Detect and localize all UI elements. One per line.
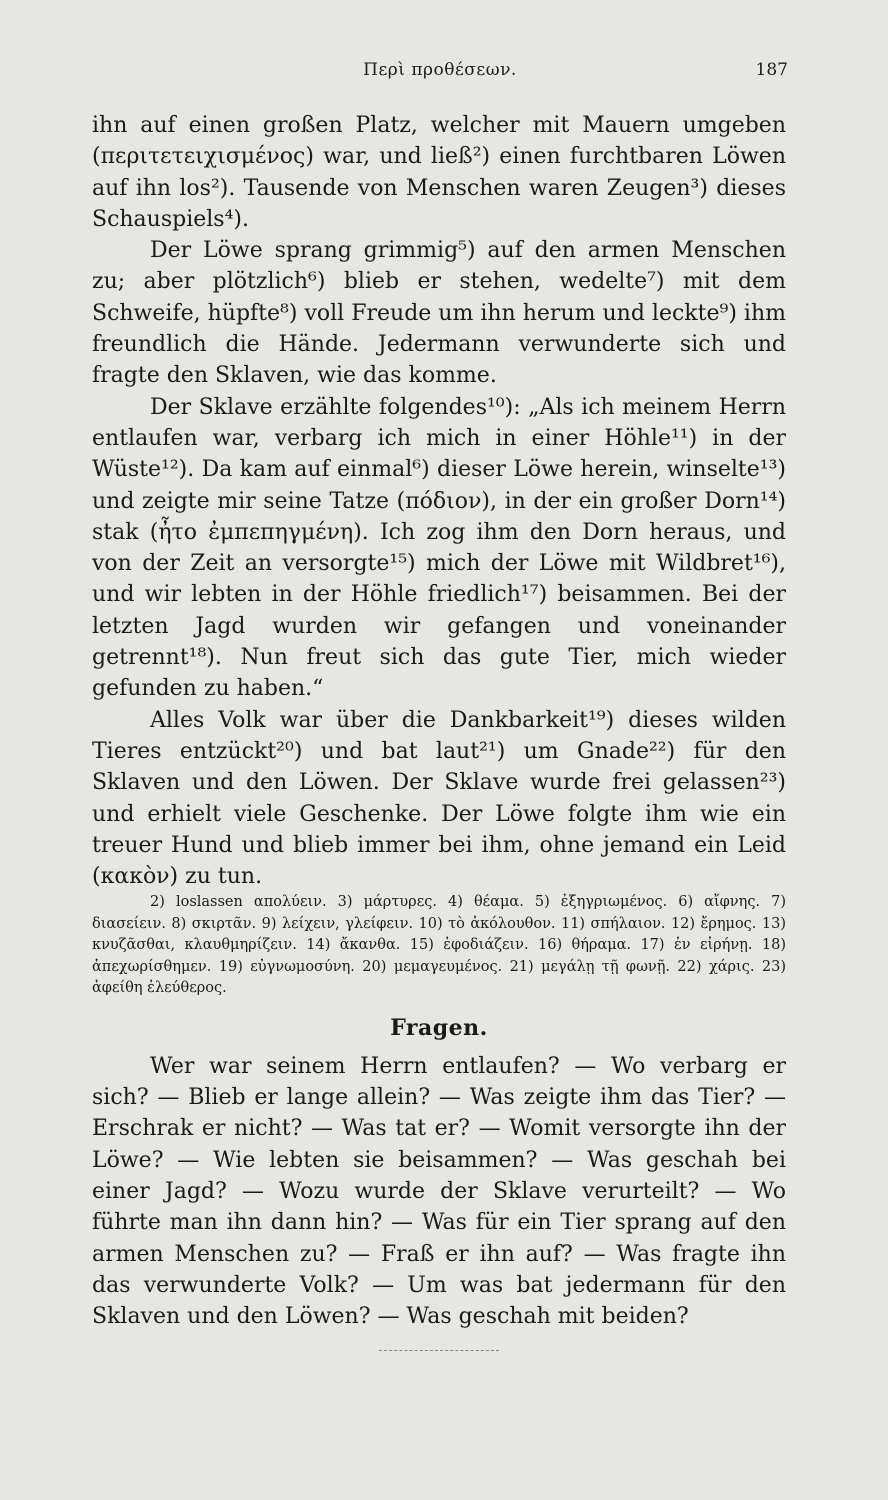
questions-title: Fragen. bbox=[390, 1015, 488, 1042]
main-text bbox=[92, 110, 786, 1351]
running-head: Περὶ προθέσεων. bbox=[363, 60, 517, 80]
paragraph-1: ihn auf einen großen Platz, welcher mit Mauern umgeben (περιτετειχισμένος) war, und ließ²) einen furchtbaren Löwen auf ihn los²). Tausende von Menschen waren Zeugen³) dieses Schauspiels⁴). bbox=[92, 113, 786, 232]
page-number: 187 bbox=[755, 60, 788, 80]
end-rule bbox=[379, 1350, 499, 1351]
page-header bbox=[92, 56, 788, 86]
paragraph-2: Der Löwe sprang grimmig⁵) auf den armen Menschen zu; aber plötzlich⁶) blieb er stehen, wedelte⁷) mit dem Schweife, hüpfte⁸) voll Freude um ihn herum und leckte⁹) ihm freundlich die Hände. Jedermann verwunderte sich und fragte den Sklaven, wie das komme. bbox=[92, 238, 786, 389]
questions-text: Wer war seinem Herrn entlaufen? — Wo verbarg er sich? — Blieb er lange allein? — Was zeigte ihm das Tier? — Erschrak er nicht? — Was tat er? — Womit versorgte ihn der Löwe? — Wie lebten sie beisammen? — Was geschah bei einer Jagd? — Wozu wurde der Sklave verurteilt? — Wo führte man ihn dann hin? — Was für ein Tier sprang auf den armen Menschen zu? — Fraß er ihn auf? — Was fragte ihn das verwunderte Volk? — Um was bat jedermann für den Sklaven und den Löwen? — Was geschah mit beiden? bbox=[92, 1053, 786, 1330]
paragraph-3: Der Sklave erzählte folgendes¹⁰): „Als ich meinem Herrn entlaufen war, verbarg ich mich in einer Höhle¹¹) in der Wüste¹²). Da kam auf einmal⁶) dieser Löwe herein, winselte¹³) und zeigte mir seine Tatze (πόδιον), in der ein großer Dorn¹⁴) stak (ἦτο ἐμπεπηγμένη). Ich zog ihm den Dorn heraus, und von der Zeit an versorgte¹⁵) mich der Löwe mit Wildbret¹⁶), und wir lebten in der Höhle friedlich¹⁷) beisammen. Bei der letzten Jagd wurden wir gefangen und voneinander getrennt¹⁸). Nun freut sich das gute Tier, mich wieder gefunden zu haben.“ bbox=[92, 394, 786, 702]
paragraph-4: Alles Volk war über die Dankbarkeit¹⁹) dieses wilden Tieres entzückt²⁰) und bat laut²¹) um Gnade²²) für den Sklaven und den Löwen. Der Sklave wurde frei gelassen²³) und erhielt viele Geschenke. Der Löwe folgte ihm wie ein treuer Hund und blieb immer bei ihm, ohne jemand ein Leid (κακὸν) zu tun. bbox=[92, 707, 786, 890]
footnotes: 2) loslassen απολύειν. 3) μάρτυρες. 4) θέαμα. 5) ἐξηγριωμένος. 6) αἴφνης. 7) διασείειν. 8) σκιρτᾶν. 9) λείχειν, γλείφειν. 10) τὸ ἀκόλουθον. 11) σπήλαιον. 12) ἔρημος. 13) κνυζᾶσθαι, κλαυθμηρίζειν. 14) ἄκανθα. 15) ἐφοδιάζειν. 16) θήραμα. 17) ἐν εἰρήνῃ. 18) ἀπεχωρίσθημεν. 19) εὐγνωμοσύνη. 20) μεμαγευμένος. 21) μεγάλῃ τῇ φωνῇ. 22) χάρις. 23) ἀφείθη ἐλεύθερος. bbox=[92, 894, 786, 997]
